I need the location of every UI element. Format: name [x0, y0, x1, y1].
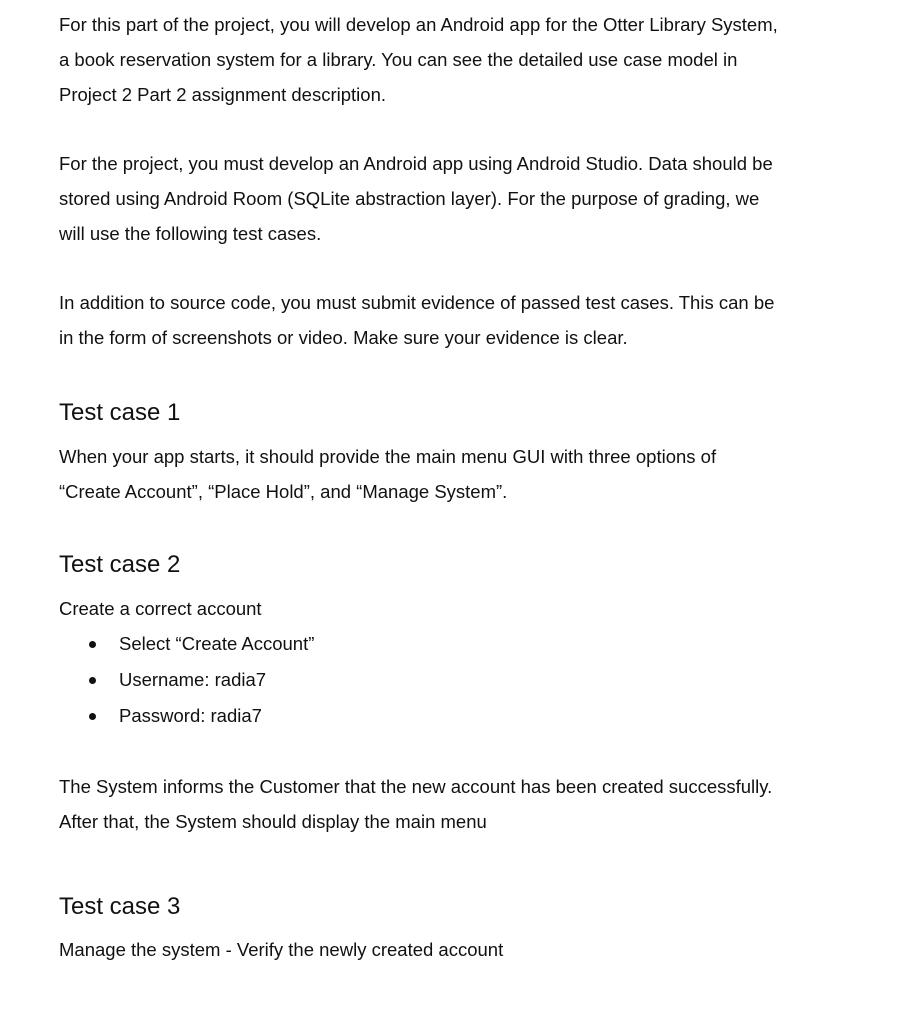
- test-case-2-heading: Test case 2: [59, 551, 181, 578]
- document-page: [59, 0, 859, 1024]
- evidence-line: in the form of screenshots or video. Make sure your evidence is clear.: [59, 327, 628, 348]
- test-case-2-intro-line: Create a correct account: [59, 598, 262, 619]
- test-case-1-line: “Create Account”, “Place Hold”, and “Manage System”.: [59, 481, 508, 502]
- list-item: [59, 662, 314, 698]
- test-case-2-intro: [59, 591, 262, 626]
- test-case-3-intro-line: Manage the system - Verify the newly created account: [59, 939, 504, 960]
- list-item: [59, 698, 314, 734]
- intro-line: Project 2 Part 2 assignment description.: [59, 84, 386, 105]
- intro-line: For this part of the project, you will develop an Android app for the Otter Library System,: [59, 14, 778, 35]
- test-case-1-description: [59, 439, 716, 509]
- requirements-line: For the project, you must develop an Android app using Android Studio. Data should be: [59, 153, 773, 174]
- requirements-line: stored using Android Room (SQLite abstraction layer). For the purpose of grading, we: [59, 188, 760, 209]
- requirements-paragraph: [59, 146, 773, 251]
- step-text: Username: radia7: [119, 669, 267, 690]
- bullet-icon: [89, 677, 96, 684]
- requirements-line: will use the following test cases.: [59, 223, 322, 244]
- test-case-3-intro: [59, 932, 503, 967]
- bullet-icon: [89, 713, 96, 720]
- test-case-2-steps: [59, 626, 314, 734]
- test-case-1-line: When your app starts, it should provide the main menu GUI with three options of: [59, 446, 717, 467]
- step-text: Select “Create Account”: [119, 633, 315, 654]
- test-case-3-heading: Test case 3: [59, 893, 181, 920]
- intro-line: a book reservation system for a library. You can see the detailed use case model in: [59, 49, 738, 70]
- step-text: Password: radia7: [119, 705, 262, 726]
- evidence-line: In addition to source code, you must submit evidence of passed test cases. This can be: [59, 292, 775, 313]
- evidence-paragraph: [59, 285, 774, 355]
- bullet-icon: [89, 641, 96, 648]
- test-case-1-heading: Test case 1: [59, 399, 181, 426]
- list-item: [59, 626, 314, 662]
- intro-paragraph: [59, 7, 778, 112]
- test-case-2-result-line: The System informs the Customer that the new account has been created successfully.: [59, 776, 773, 797]
- test-case-2-result-line: After that, the System should display the main menu: [59, 811, 487, 832]
- test-case-2-result: [59, 769, 772, 839]
